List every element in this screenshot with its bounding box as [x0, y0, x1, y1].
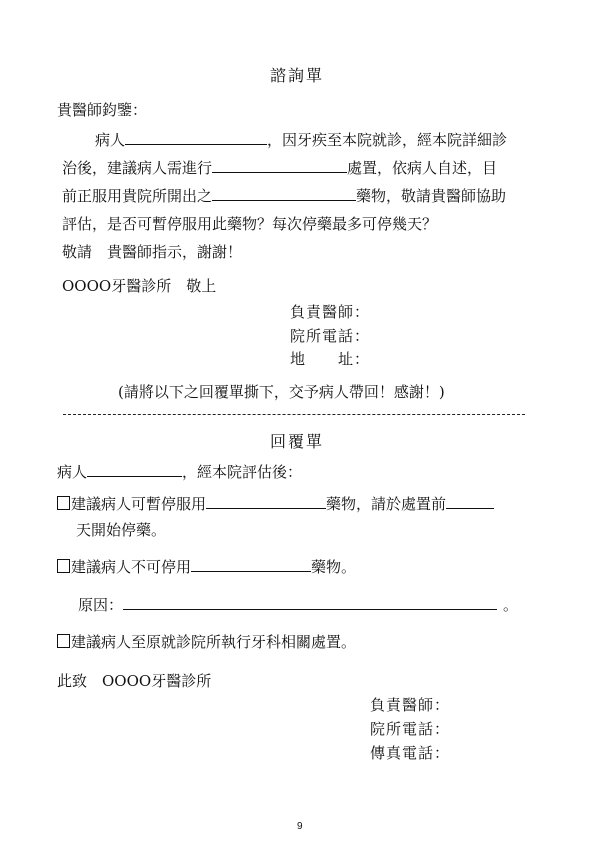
option-2-pre: 建議病人不可停用 — [71, 558, 192, 576]
inquiry-line-1 — [95, 130, 507, 150]
option-3-checkbox[interactable] — [57, 634, 70, 648]
page-number: 9 — [297, 821, 303, 832]
tear-off-note: (請將以下之回覆單撕下，交予病人帶回！感謝！) — [118, 383, 445, 401]
reply-patient-line — [57, 462, 302, 482]
medication-blank[interactable] — [212, 186, 356, 201]
option-3-text: 建議病人至原就診院所執行牙科相關處置。 — [71, 633, 357, 651]
inquiry-line-3-post: 藥物，敬請貴醫師協助 — [356, 187, 507, 205]
treatment-blank[interactable] — [212, 158, 347, 173]
option-2-post: 藥物。 — [311, 558, 357, 576]
inquiry-title: 諮詢單 — [270, 66, 325, 85]
option-1-line — [57, 494, 494, 514]
inquiry-line-3 — [62, 186, 506, 206]
reason-line — [78, 595, 518, 615]
tear-line — [63, 414, 525, 415]
reply-title: 回覆單 — [270, 432, 325, 451]
reply-signature-fax: 傳真電話： — [370, 744, 451, 762]
option-1-mid: 藥物，請於處置前 — [326, 495, 447, 513]
option-3-line — [57, 632, 356, 652]
reason-blank[interactable] — [123, 595, 497, 610]
option-1-days-blank[interactable] — [446, 494, 494, 509]
reply-patient-post: ，經本院評估後： — [182, 463, 303, 481]
reason-label: 原因： — [78, 596, 124, 614]
reply-patient-blank[interactable] — [87, 462, 182, 477]
signature-address: 地 址： — [290, 350, 371, 368]
sender-clinic: OOOO牙醫診所 敬上 — [62, 277, 217, 295]
reply-signature-doctor: 負責醫師： — [370, 696, 451, 714]
inquiry-line-2-pre: 治後，建議病人需進行 — [62, 159, 213, 177]
inquiry-line-2 — [62, 158, 497, 178]
reply-patient-pre: 病人 — [57, 463, 88, 481]
option-1-checkbox[interactable] — [57, 496, 70, 510]
option-1-line-2: 天開始停藥。 — [76, 521, 167, 539]
inquiry-line-1-post: ，因牙疾至本院就診，經本院詳細診 — [267, 131, 508, 149]
signature-doctor: 負責醫師： — [290, 303, 371, 321]
inquiry-line-3-pre: 前正服用貴院所開出之 — [62, 187, 213, 205]
option-2-medication-blank[interactable] — [191, 557, 311, 572]
inquiry-line-2-post: 處置，依病人自述，目 — [347, 159, 498, 177]
inquiry-line-4: 評估，是否可暫停服用此藥物？每次停藥最多可停幾天？ — [62, 215, 438, 233]
option-1-medication-blank[interactable] — [206, 494, 326, 509]
signature-phone: 院所電話： — [290, 327, 371, 345]
option-1-pre: 建議病人可暫停服用 — [71, 495, 207, 513]
option-2-line — [57, 557, 356, 577]
salutation: 貴醫師鈞鑒： — [57, 101, 148, 119]
inquiry-line-5: 敬請 貴醫師指示，謝謝！ — [62, 243, 243, 261]
reason-end: 。 — [503, 596, 519, 614]
reply-closing: 此致 OOOO牙醫診所 — [57, 672, 212, 690]
patient-name-blank[interactable] — [125, 130, 267, 145]
option-2-checkbox[interactable] — [57, 559, 70, 573]
reply-signature-phone: 院所電話： — [370, 720, 451, 738]
inquiry-line-1-pre: 病人 — [95, 131, 126, 149]
